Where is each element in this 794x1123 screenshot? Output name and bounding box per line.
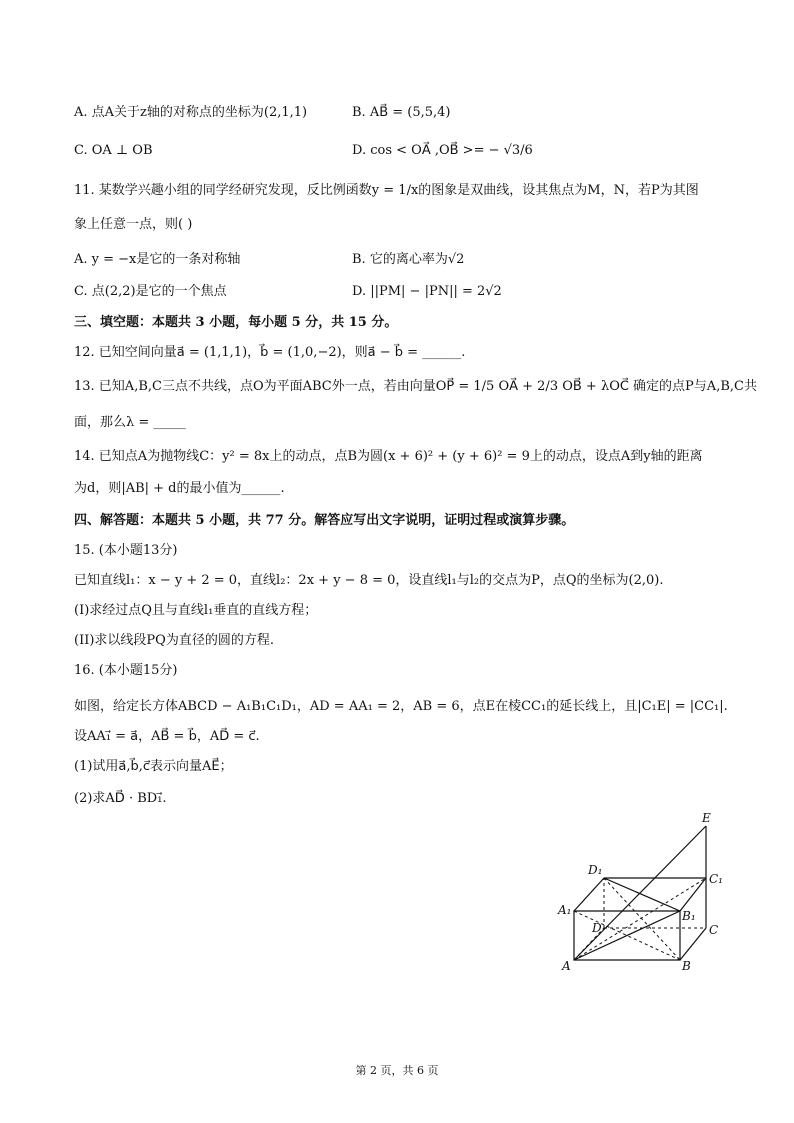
q16-part-2: (2)求AD⃗ · BD₁⃗. xyxy=(74,791,167,806)
label-c: C xyxy=(709,923,719,937)
q15-stem: 已知直线l₁：x − y + 2 = 0，直线l₂：2x + y − 8 = 0，设直线l₁与l₂的交点为P，点Q的坐标为(2,0). xyxy=(74,573,664,588)
label-b: B xyxy=(682,959,691,973)
q11-option-c: C. 点(2,2)是它的一个焦点 xyxy=(74,284,227,299)
q16-stem-line1: 如图，给定长方体ABCD − A₁B₁C₁D₁，AD = AA₁ = 2，AB = 6，点E在棱CC₁的延长线上，且|C₁E| = |CC₁|. xyxy=(74,699,728,714)
q10-option-d: D. cos < OA⃗ ,OB⃗ >= − √3/6 xyxy=(352,143,533,158)
q11-stem-line1: 11. 某数学兴趣小组的同学经研究发现，反比例函数y = 1/x的图象是双曲线，设其焦点为M，N，若P为其图 xyxy=(74,183,699,198)
edge-a1-d1 xyxy=(574,878,604,911)
q14-line2: 为d，则|AB| + d的最小值为______. xyxy=(74,481,285,496)
q16-head: 16. (本小题15分) xyxy=(74,663,178,678)
q15-part-2: (II)求以线段PQ为直径的圆的方程. xyxy=(74,633,274,648)
section-3-heading: 三、填空题：本题共 3 小题，每小题 5 分，共 15 分。 xyxy=(74,315,398,330)
q13-line1: 13. 已知A,B,C三点不共线，点O为平面ABC外一点，若由向量OP⃗ = 1/5 OA⃗ + 2/3 OB⃗ + λOC⃗ 确定的点P与A,B,C共 xyxy=(74,379,757,394)
edge-b-c xyxy=(680,928,706,960)
q15-head: 15. (本小题13分) xyxy=(74,543,178,558)
q16-part-1: (1)试用a⃗,b⃗,c⃗表示向量AE⃗； xyxy=(74,759,233,774)
edge-b1-c1 xyxy=(680,878,706,911)
cuboid-figure xyxy=(552,808,732,978)
label-a1: A₁ xyxy=(558,903,572,917)
q11-option-d: D. ||PM| − |PN|| = 2√2 xyxy=(352,284,502,299)
page-footer: 第 2 页，共 6 页 xyxy=(355,1064,439,1077)
section-4-heading: 四、解答题：本题共 5 小题，共 77 分。解答应写出文字说明，证明过程或演算步骤。 xyxy=(74,513,575,528)
q10-option-c: C. OA ⊥ OB xyxy=(74,143,153,158)
label-a: A xyxy=(562,959,571,973)
q12-text: 12. 已知空间向量a⃗ = (1,1,1)，b⃗ = (1,0,−2)，则a⃗ − b⃗ = ______. xyxy=(74,345,466,360)
q10-option-b: B. AB⃗ = (5,5,4) xyxy=(352,105,451,120)
segment-d1-b1 xyxy=(604,878,680,911)
q15-part-1: (I)求经过点Q且与直线l₁垂直的直线方程； xyxy=(74,603,318,618)
label-d1: D₁ xyxy=(588,863,603,877)
q11-option-a: A. y = −x是它的一条对称轴 xyxy=(74,252,241,267)
label-d: D xyxy=(592,921,602,935)
q11-option-b: B. 它的离心率为√2 xyxy=(352,252,465,267)
segment-a-b1 xyxy=(574,911,680,960)
q14-line1: 14. 已知点A为抛物线C：y² = 8x上的动点，点B为圆(x + 6)² + (y + 6)² = 9上的动点，设点A到y轴的距离 xyxy=(74,449,703,464)
q13-line2: 面，那么λ = _____ xyxy=(74,415,186,430)
label-e: E xyxy=(702,811,711,825)
label-c1: C₁ xyxy=(709,872,723,886)
q16-stem-line2: 设AA₁⃗ = a⃗，AB⃗ = b⃗，AD⃗ = c⃗. xyxy=(74,729,260,744)
q10-option-a: A. 点A关于z轴的对称点的坐标为(2,1,1) xyxy=(74,105,308,120)
label-b1: B₁ xyxy=(682,909,696,923)
q11-stem-line2: 象上任意一点，则( ) xyxy=(74,217,193,232)
